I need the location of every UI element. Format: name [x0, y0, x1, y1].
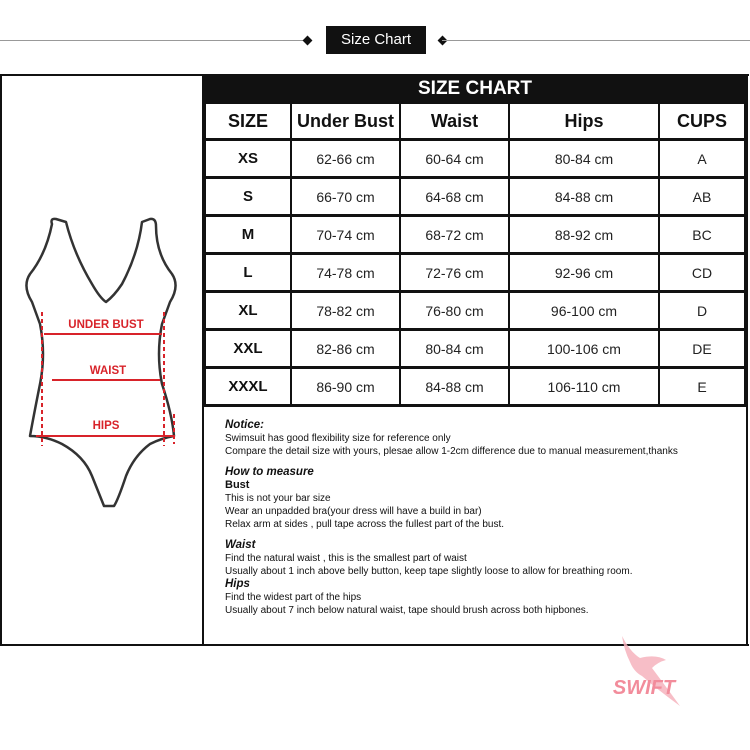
swimsuit-outline	[26, 219, 175, 506]
under-bust-label: UNDER BUST	[68, 319, 144, 331]
size-cell: XXL	[205, 330, 291, 368]
banner-line-right	[442, 40, 750, 41]
header-size: SIZE	[205, 103, 291, 140]
cups-cell: D	[659, 292, 745, 330]
table-row	[205, 368, 745, 406]
header-hips: Hips	[509, 103, 659, 140]
hips-cell: 84-88 cm	[509, 178, 659, 216]
logo-text: SWIFT	[612, 677, 676, 699]
waist-cell: 80-84 cm	[400, 330, 509, 368]
hips-line-text: Usually about 7 inch below natural waist, tape should brush across both hipbones.	[225, 605, 589, 616]
under-bust-cell: 66-70 cm	[291, 178, 400, 216]
size-cell: S	[205, 178, 291, 216]
hips-heading: Hips	[225, 578, 250, 590]
hips-label: HIPS	[92, 420, 120, 432]
waist-cell: 76-80 cm	[400, 292, 509, 330]
banner-diamond-left	[303, 36, 313, 46]
size-cell: XXXL	[205, 368, 291, 406]
waist-line-text: Find the natural waist , this is the smallest part of waist	[225, 553, 467, 564]
table-row	[205, 292, 745, 330]
banner-line-left	[0, 40, 308, 41]
cups-cell: AB	[659, 178, 745, 216]
table-row	[205, 216, 745, 254]
table-row	[205, 330, 745, 368]
notes-section	[225, 419, 740, 617]
waist-cell: 72-76 cm	[400, 254, 509, 292]
size-cell: XS	[205, 140, 291, 178]
hips-cell: 96-100 cm	[509, 292, 659, 330]
size-chart-title: SIZE CHART	[204, 76, 746, 102]
hips-cell: 92-96 cm	[509, 254, 659, 292]
notice-line: Compare the detail size with yours, plesae allow 1-2cm difference due to manual measurement,thanks	[225, 446, 678, 457]
header-cups: CUPS	[659, 103, 745, 140]
size-cell: M	[205, 216, 291, 254]
header-under-bust: Under Bust	[291, 103, 400, 140]
bust-line: Relax arm at sides , pull tape across the fullest part of the bust.	[225, 519, 505, 530]
size-cell: L	[205, 254, 291, 292]
under-bust-cell: 62-66 cm	[291, 140, 400, 178]
swimsuit-illustration	[22, 214, 192, 514]
waist-cell: 68-72 cm	[400, 216, 509, 254]
waist-line-text: Usually about 1 inch above belly button, keep tape slightly loose to allow for breathing room.	[225, 566, 633, 577]
cups-cell: A	[659, 140, 745, 178]
table-row	[205, 140, 745, 178]
waist-cell: 60-64 cm	[400, 140, 509, 178]
under-bust-cell: 86-90 cm	[291, 368, 400, 406]
swift-logo	[600, 632, 690, 712]
under-bust-cell: 70-74 cm	[291, 216, 400, 254]
banner-title: Size Chart	[326, 26, 426, 54]
under-bust-cell: 82-86 cm	[291, 330, 400, 368]
hips-line-text: Find the widest part of the hips	[225, 592, 362, 603]
cups-cell: DE	[659, 330, 745, 368]
bust-line: This is not your bar size	[225, 493, 331, 504]
waist-label: WAIST	[89, 365, 127, 377]
cups-cell: E	[659, 368, 745, 406]
cups-cell: BC	[659, 216, 745, 254]
hips-cell: 106-110 cm	[509, 368, 659, 406]
hips-cell: 100-106 cm	[509, 330, 659, 368]
under-bust-cell: 78-82 cm	[291, 292, 400, 330]
hips-cell: 80-84 cm	[509, 140, 659, 178]
bust-heading: Bust	[225, 479, 250, 491]
header-waist: Waist	[400, 103, 509, 140]
notice-heading: Notice:	[225, 419, 264, 431]
cups-cell: CD	[659, 254, 745, 292]
table-row	[205, 254, 745, 292]
waist-heading: Waist	[225, 539, 256, 551]
frame-right-edge	[746, 74, 748, 646]
table-row	[205, 178, 745, 216]
under-bust-cell: 74-78 cm	[291, 254, 400, 292]
how-to-measure-heading: How to measure	[225, 466, 314, 478]
waist-cell: 64-68 cm	[400, 178, 509, 216]
notice-line: Swimsuit has good flexibility size for reference only	[225, 433, 451, 444]
table-header-row	[205, 103, 745, 140]
waist-cell: 84-88 cm	[400, 368, 509, 406]
bust-line: Wear an unpadded bra(your dress will have a build in bar)	[225, 506, 482, 517]
size-cell: XL	[205, 292, 291, 330]
hips-cell: 88-92 cm	[509, 216, 659, 254]
size-table	[204, 102, 746, 407]
